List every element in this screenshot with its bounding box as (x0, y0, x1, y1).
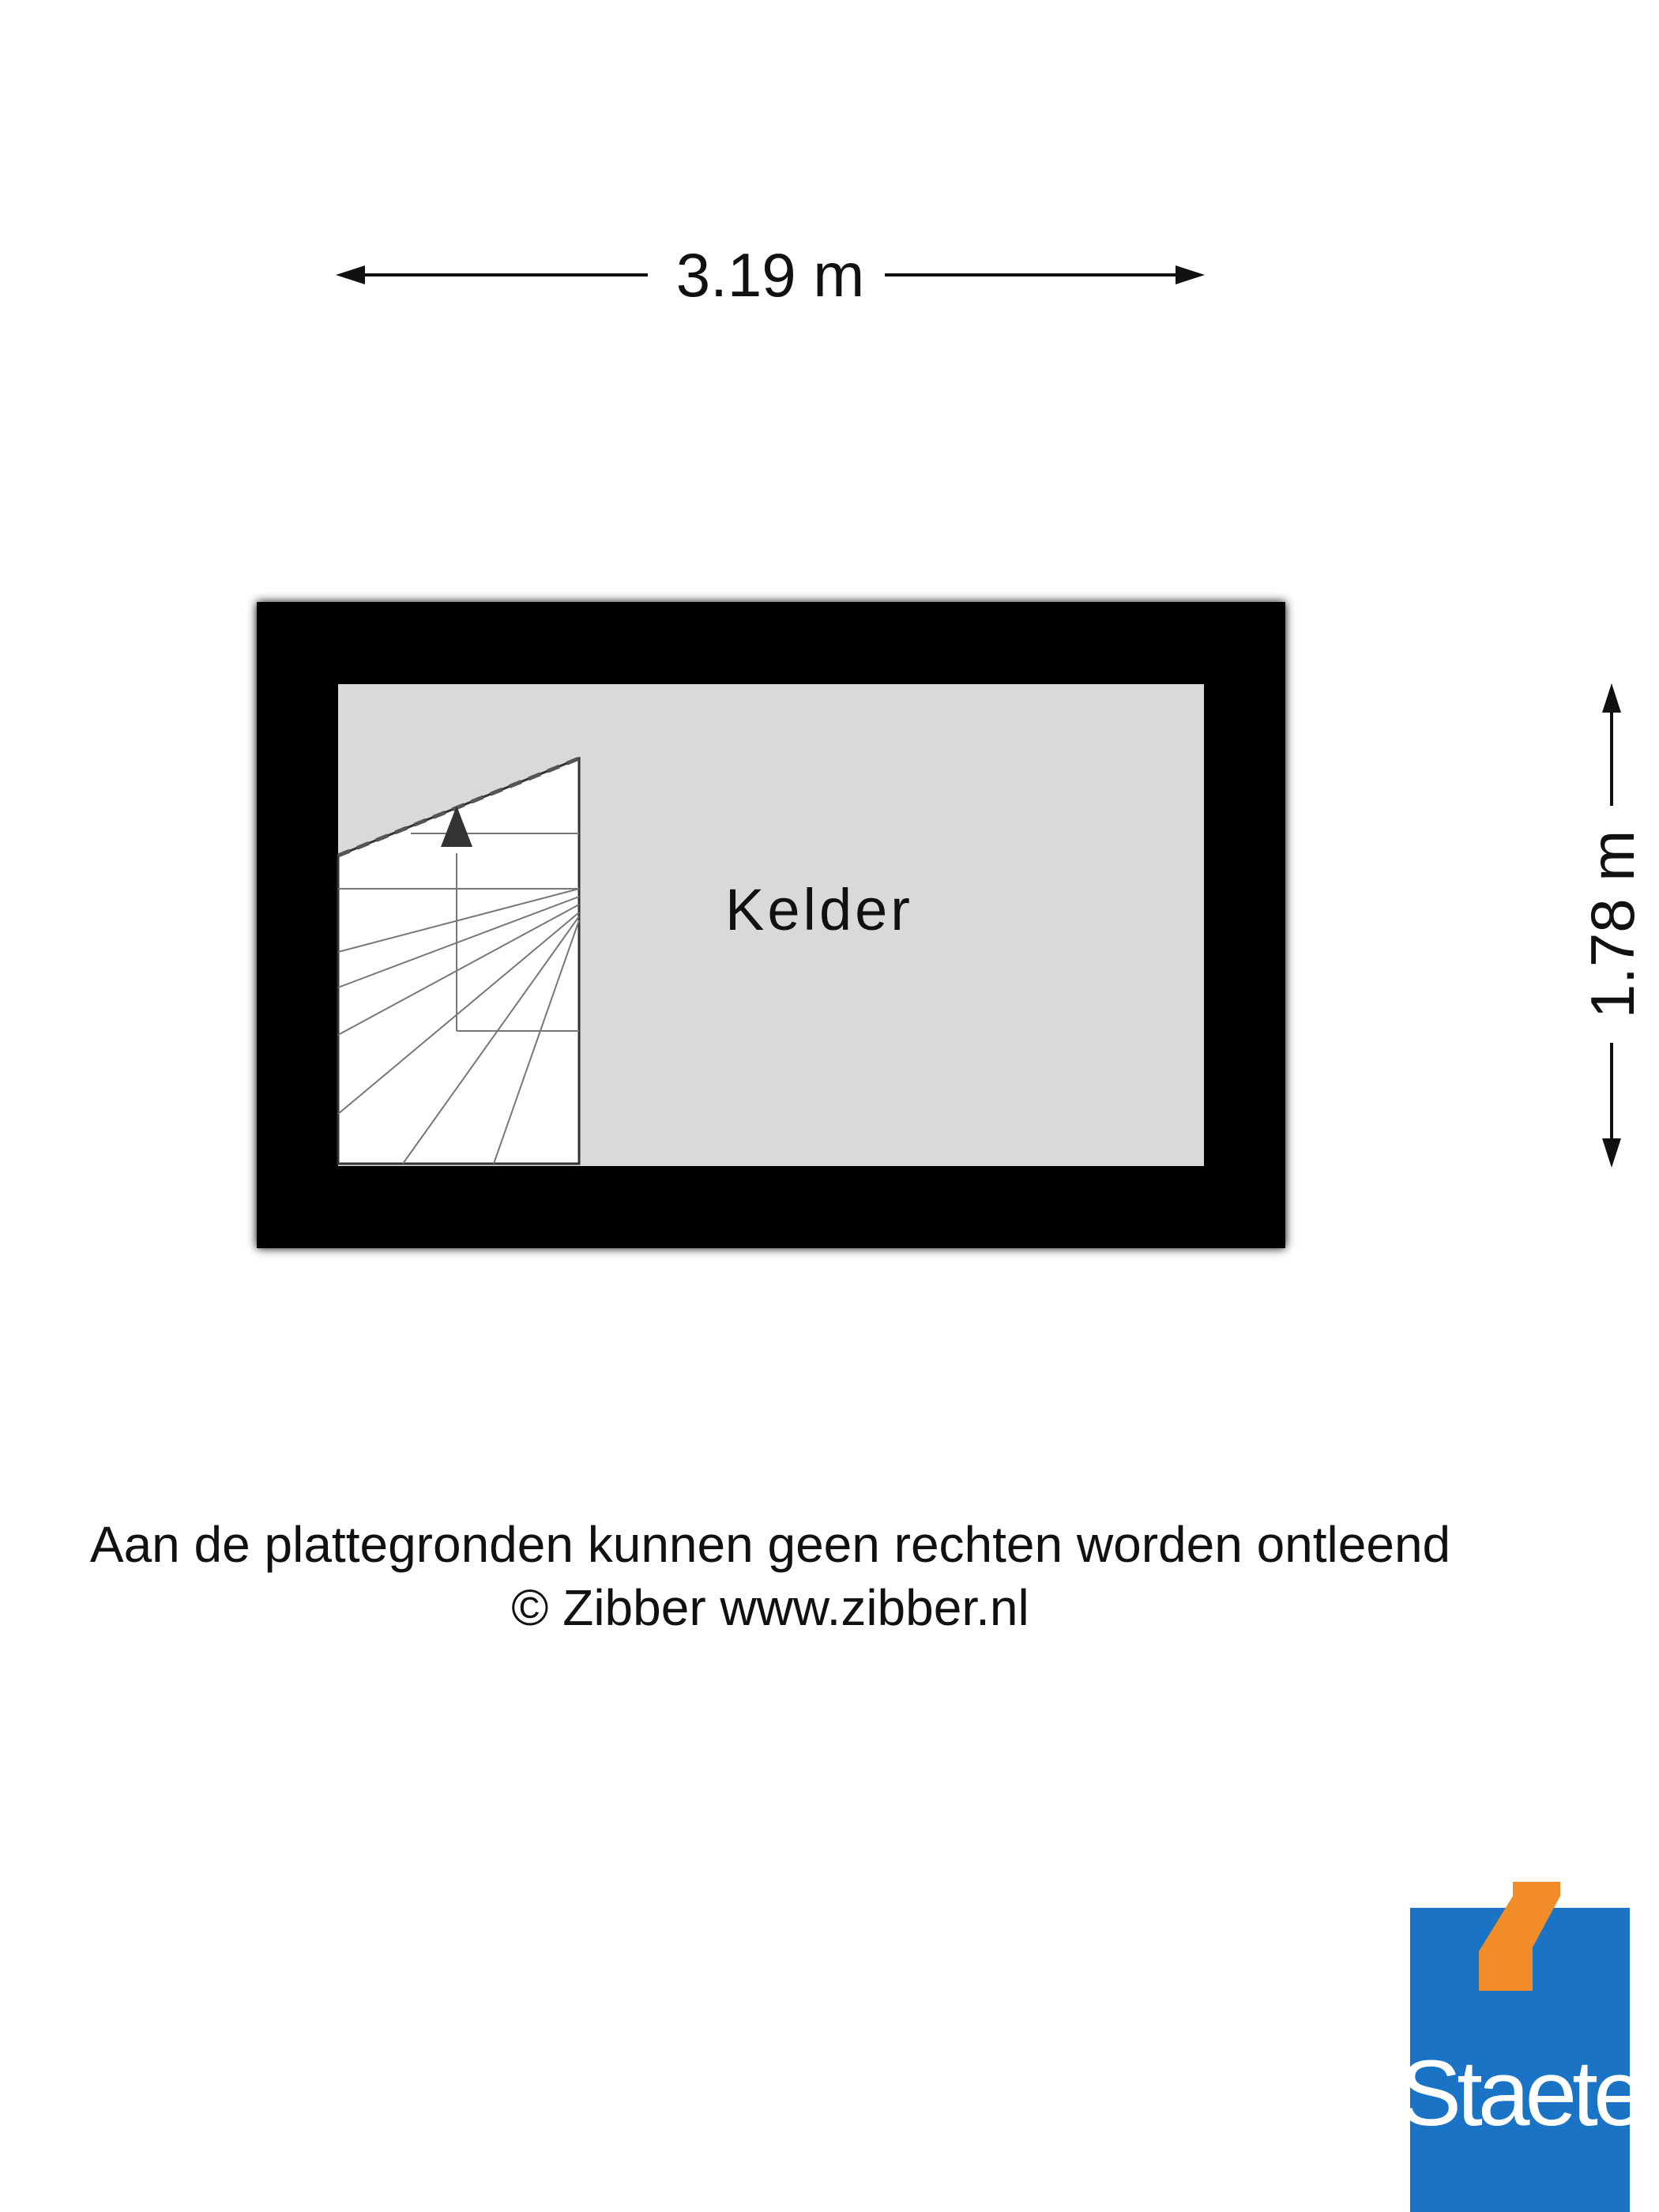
width-label: 3.19 m (675, 240, 865, 310)
room-label: Kelder (725, 877, 913, 942)
arrow-left-icon (336, 265, 365, 284)
width-dimension (336, 240, 1205, 310)
copyright-text: © Zibber www.zibber.nl (511, 1579, 1029, 1636)
staete-logo (1399, 1882, 1642, 2212)
arrow-right-icon (1176, 265, 1205, 284)
arrow-up-icon (1602, 683, 1621, 713)
disclaimer-text: Aan de plattegronden kunnen geen rechten worden ontleend (89, 1516, 1451, 1573)
arrow-down-icon (1602, 1138, 1621, 1168)
height-dimension (1578, 683, 1647, 1168)
height-label: 1.78 m (1578, 830, 1647, 1019)
logo-text: Staete (1399, 2041, 1641, 2146)
